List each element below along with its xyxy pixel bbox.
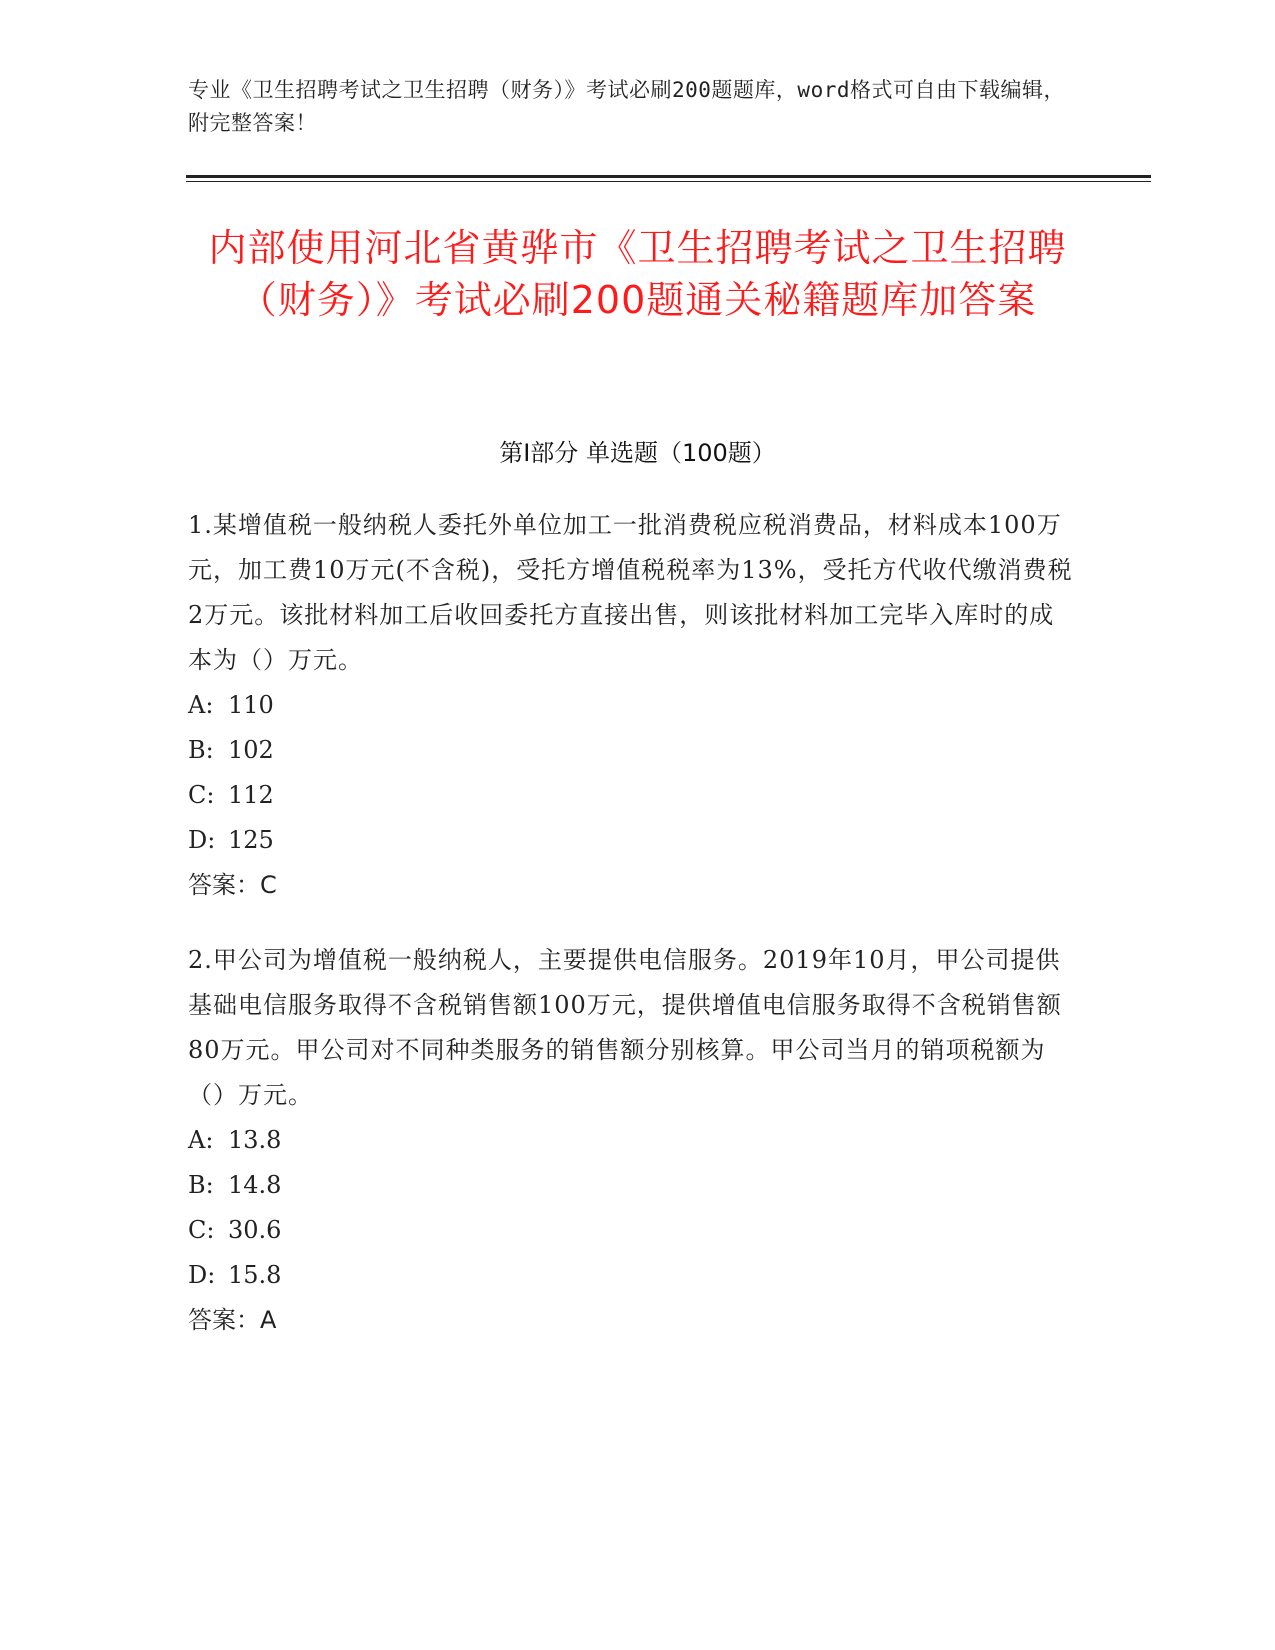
option-key: D: (188, 1261, 216, 1289)
option-a (188, 1118, 1078, 1163)
option-key: B: (188, 736, 214, 764)
option-c (188, 773, 1078, 818)
document-title: 内部使用河北省黄骅市《卫生招聘考试之卫生招聘（财务）》考试必刷200题通关秘籍题库加答案 (208, 226, 1067, 322)
question-stem: 1.某增值税一般纳税人委托外单位加工一批消费税应税消费品，材料成本100万元，加工费10万元(不含税)，受托方增值税税率为13%，受托方代收代缴消费税2万元。该批材料加工后收回委托方直接出售，则该批材料加工完毕入库时的成本为（）万元。 (188, 511, 1073, 674)
question-stem: 2.甲公司为增值税一般纳税人，主要提供电信服务。2019年10月，甲公司提供基础电信服务取得不含税销售额100万元，提供增值电信服务取得不含税销售额80万元。甲公司对不同种类服务的销售额分别核算。甲公司当月的销项税额为（）万元。 (188, 946, 1062, 1109)
header-divider-thin (186, 181, 1151, 182)
option-value: 102 (228, 736, 274, 764)
option-b (188, 728, 1078, 773)
option-a (188, 683, 1078, 728)
option-key: C: (188, 781, 215, 809)
option-b (188, 1163, 1078, 1208)
option-value: 14.8 (228, 1171, 282, 1199)
option-key: A: (188, 1126, 214, 1154)
option-d (188, 818, 1078, 863)
option-key: C: (188, 1216, 215, 1244)
option-key: D: (188, 826, 216, 854)
option-c (188, 1208, 1078, 1253)
option-key: B: (188, 1171, 214, 1199)
option-value: 30.6 (228, 1216, 282, 1244)
answer-line: 答案：A (188, 1306, 277, 1334)
option-value: 13.8 (228, 1126, 282, 1154)
option-key: A: (188, 691, 214, 719)
answer-line: 答案：C (188, 871, 277, 899)
question-2 (188, 938, 1078, 1343)
option-value: 125 (228, 826, 274, 854)
header-divider-thick (186, 175, 1151, 178)
option-value: 15.8 (228, 1261, 282, 1289)
question-1 (188, 503, 1078, 908)
header-note: 专业《卫生招聘考试之卫生招聘（财务）》考试必刷200题题库，word格式可自由下载编辑，附完整答案！ (188, 78, 1065, 135)
section-title: 第I部分 单选题（100题） (499, 439, 776, 467)
option-value: 110 (228, 691, 274, 719)
option-value: 112 (228, 781, 274, 809)
option-d (188, 1253, 1078, 1298)
